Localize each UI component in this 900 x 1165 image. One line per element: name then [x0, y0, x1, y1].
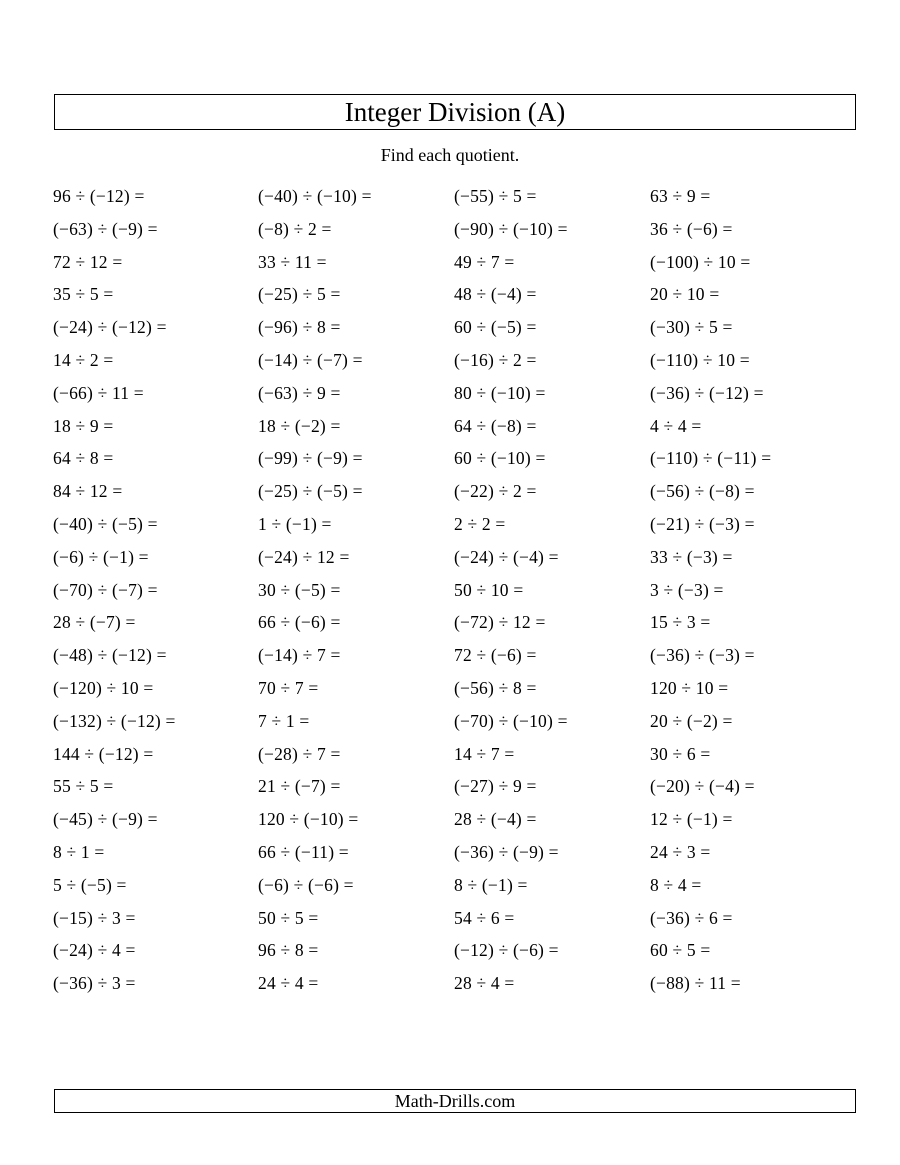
problem-item: (−99) ÷ (−9) =: [258, 448, 363, 469]
problem-item: 14 ÷ 7 =: [454, 743, 515, 764]
problem-item: 35 ÷ 5 =: [53, 284, 114, 305]
problem-item: (−90) ÷ (−10) =: [454, 218, 568, 239]
problem-item: (−28) ÷ 7 =: [258, 743, 341, 764]
problem-item: 66 ÷ (−11) =: [258, 841, 349, 862]
problem-item: 5 ÷ (−5) =: [53, 874, 127, 895]
problem-item: 96 ÷ (−12) =: [53, 186, 145, 206]
problem-item: 24 ÷ 4 =: [258, 973, 319, 994]
problem-item: 20 ÷ 10 =: [650, 284, 720, 305]
problem-item: (−25) ÷ (−5) =: [258, 481, 363, 502]
problem-item: (−100) ÷ 10 =: [650, 251, 751, 272]
problem-item: 18 ÷ 9 =: [53, 415, 114, 436]
problem-item: 50 ÷ 5 =: [258, 907, 319, 928]
problem-item: 120 ÷ (−10) =: [258, 809, 359, 830]
problem-item: 60 ÷ (−5) =: [454, 317, 537, 338]
problem-item: (−27) ÷ 9 =: [454, 776, 537, 797]
problem-item: 55 ÷ 5 =: [53, 776, 114, 797]
problem-item: (−12) ÷ (−6) =: [454, 940, 559, 961]
problem-item: 64 ÷ (−8) =: [454, 415, 537, 436]
title-box: [54, 94, 856, 130]
problem-item: 54 ÷ 6 =: [454, 907, 515, 928]
problem-item: (−24) ÷ 12 =: [258, 546, 350, 567]
problem-item: 60 ÷ (−10) =: [454, 448, 546, 469]
problem-item: (−63) ÷ 9 =: [258, 382, 341, 403]
problem-item: 8 ÷ 4 =: [650, 874, 702, 895]
problem-item: 12 ÷ (−1) =: [650, 809, 733, 830]
problem-item: (−6) ÷ (−6) =: [258, 874, 354, 895]
problem-item: 33 ÷ 11 =: [258, 251, 327, 272]
problem-item: 60 ÷ 5 =: [650, 940, 711, 961]
problem-item: 28 ÷ (−4) =: [454, 809, 537, 830]
problem-item: (−48) ÷ (−12) =: [53, 645, 167, 666]
problem-item: 72 ÷ (−6) =: [454, 645, 537, 666]
problem-item: (−36) ÷ 3 =: [53, 973, 136, 994]
problem-item: 70 ÷ 7 =: [258, 677, 319, 698]
problem-item: (−25) ÷ 5 =: [258, 284, 341, 305]
problem-item: (−63) ÷ (−9) =: [53, 218, 158, 239]
problem-item: 30 ÷ (−5) =: [258, 579, 341, 600]
problem-item: (−24) ÷ (−12) =: [53, 317, 167, 338]
footer-box: [54, 1089, 856, 1113]
problem-item: (−120) ÷ 10 =: [53, 677, 154, 698]
problem-item: (−66) ÷ 11 =: [53, 382, 144, 403]
problem-item: 72 ÷ 12 =: [53, 251, 123, 272]
problem-item: (−24) ÷ (−4) =: [454, 546, 559, 567]
problem-item: (−24) ÷ 4 =: [53, 940, 136, 961]
problem-item: (−110) ÷ (−11) =: [650, 448, 772, 469]
problem-item: (−96) ÷ 8 =: [258, 317, 341, 338]
problem-item: 15 ÷ 3 =: [650, 612, 711, 633]
problem-grid: [53, 180, 853, 1000]
problem-item: (−36) ÷ (−12) =: [650, 382, 764, 403]
problem-item: 48 ÷ (−4) =: [454, 284, 537, 305]
problem-item: (−110) ÷ 10 =: [650, 349, 750, 370]
problem-item: (−15) ÷ 3 =: [53, 907, 136, 928]
problem-item: 66 ÷ (−6) =: [258, 612, 341, 633]
problem-item: (−6) ÷ (−1) =: [53, 546, 149, 567]
problem-item: 21 ÷ (−7) =: [258, 776, 341, 797]
problem-item: (−70) ÷ (−10) =: [454, 710, 568, 731]
problem-item: 30 ÷ 6 =: [650, 743, 711, 764]
problem-item: (−40) ÷ (−5) =: [53, 513, 158, 534]
problem-item: (−88) ÷ 11 =: [650, 973, 741, 994]
instructions: Find each quotient.: [380, 145, 520, 165]
problem-item: 33 ÷ (−3) =: [650, 546, 733, 567]
problem-item: 7 ÷ 1 =: [258, 710, 310, 731]
problem-item: (−8) ÷ 2 =: [258, 218, 332, 239]
page-title: Integer Division (A): [344, 96, 566, 127]
problem-item: 144 ÷ (−12) =: [53, 743, 154, 764]
problem-item: (−56) ÷ (−8) =: [650, 481, 755, 502]
footer-site: Math-Drills.com: [394, 1091, 516, 1111]
problem-item: 2 ÷ 2 =: [454, 513, 506, 534]
problem-item: 24 ÷ 3 =: [650, 841, 711, 862]
problem-item: 96 ÷ 8 =: [258, 940, 319, 961]
problem-item: 20 ÷ (−2) =: [650, 710, 733, 731]
problem-item: 28 ÷ 4 =: [454, 973, 515, 994]
problem-item: (−55) ÷ 5 =: [454, 186, 537, 206]
problem-item: (−132) ÷ (−12) =: [53, 710, 176, 731]
problem-item: (−14) ÷ 7 =: [258, 645, 341, 666]
problem-item: (−36) ÷ (−9) =: [454, 841, 559, 862]
problem-item: 18 ÷ (−2) =: [258, 415, 341, 436]
problem-item: (−22) ÷ 2 =: [454, 481, 537, 502]
problem-item: 120 ÷ 10 =: [650, 677, 729, 698]
problem-item: (−14) ÷ (−7) =: [258, 349, 363, 370]
problem-item: 64 ÷ 8 =: [53, 448, 114, 469]
problem-item: 49 ÷ 7 =: [454, 251, 515, 272]
problem-item: (−70) ÷ (−7) =: [53, 579, 158, 600]
problem-item: (−36) ÷ 6 =: [650, 907, 733, 928]
problem-item: (−36) ÷ (−3) =: [650, 645, 755, 666]
problem-item: (−21) ÷ (−3) =: [650, 513, 755, 534]
problem-item: 14 ÷ 2 =: [53, 349, 114, 370]
problem-item: 4 ÷ 4 =: [650, 415, 702, 436]
problem-item: 28 ÷ (−7) =: [53, 612, 136, 633]
problem-item: 84 ÷ 12 =: [53, 481, 123, 502]
problem-item: (−30) ÷ 5 =: [650, 317, 733, 338]
problem-item: (−45) ÷ (−9) =: [53, 809, 158, 830]
problem-item: (−56) ÷ 8 =: [454, 677, 537, 698]
problem-item: (−20) ÷ (−4) =: [650, 776, 755, 797]
problem-item: 36 ÷ (−6) =: [650, 218, 733, 239]
problem-item: 3 ÷ (−3) =: [650, 579, 724, 600]
problem-item: (−40) ÷ (−10) =: [258, 186, 372, 206]
problem-item: 1 ÷ (−1) =: [258, 513, 332, 534]
problem-item: (−16) ÷ 2 =: [454, 349, 537, 370]
problem-item: 50 ÷ 10 =: [454, 579, 524, 600]
problem-item: 80 ÷ (−10) =: [454, 382, 546, 403]
problem-item: 63 ÷ 9 =: [650, 186, 711, 206]
problem-item: (−72) ÷ 12 =: [454, 612, 546, 633]
problem-item: 8 ÷ (−1) =: [454, 874, 528, 895]
problem-item: 8 ÷ 1 =: [53, 841, 105, 862]
